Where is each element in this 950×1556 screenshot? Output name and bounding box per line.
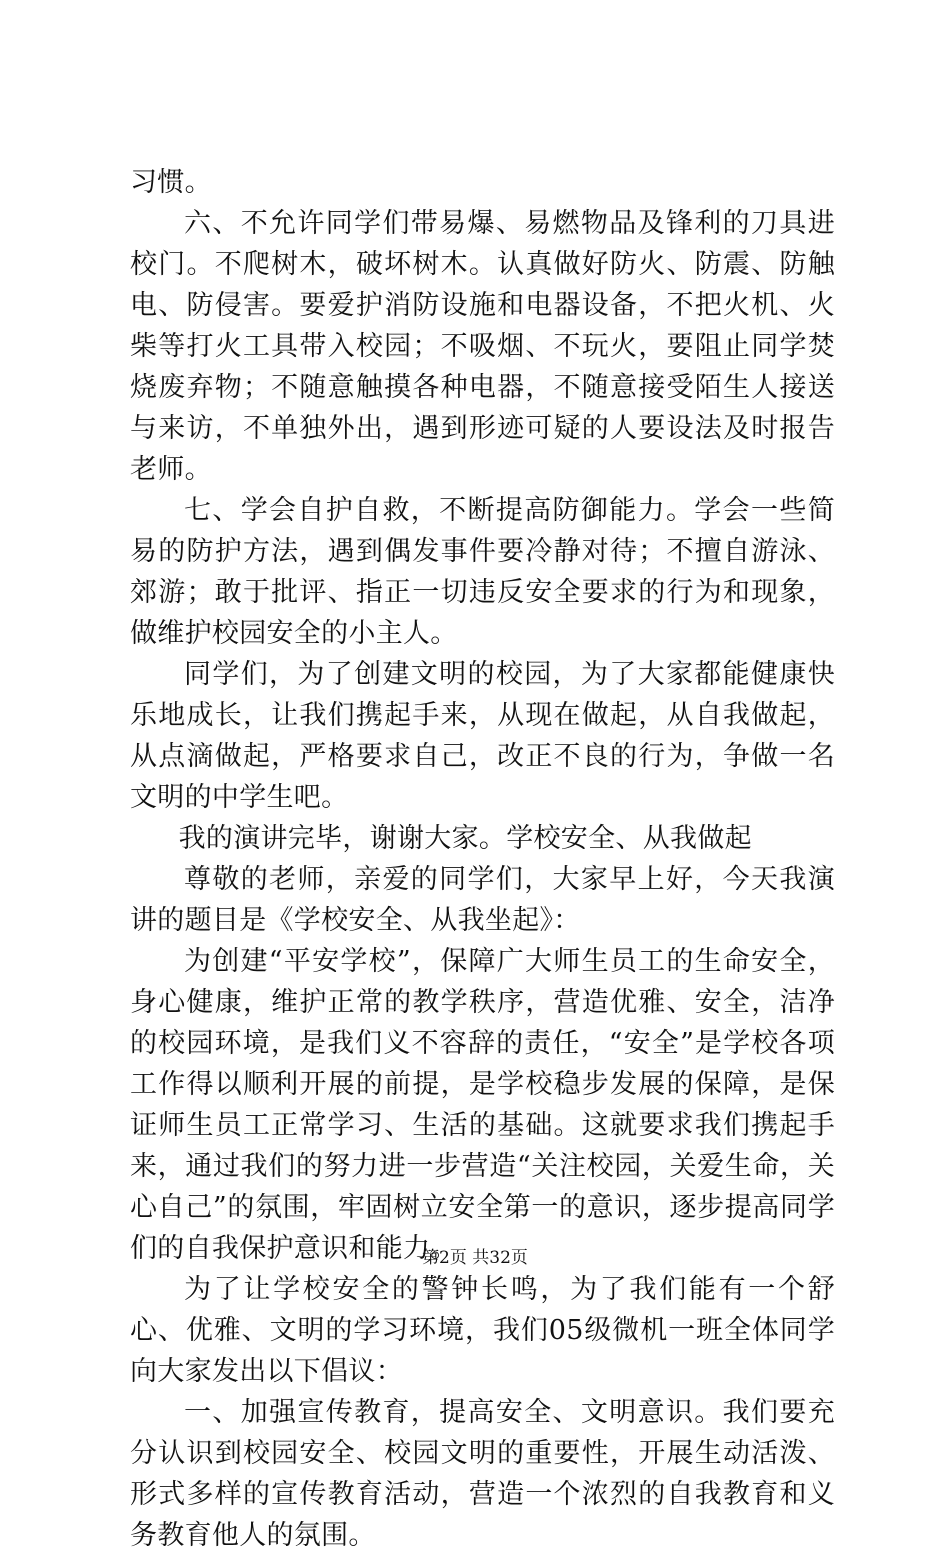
paragraph: 尊敬的老师，亲爱的同学们，大家早上好，今天我演讲的题目是《学校安全、从我坐起》： bbox=[130, 864, 835, 936]
paragraph: 同学们，为了创建文明的校园，为了大家都能健康快乐地成长，让我们携起手来，从现在做起，从自我做起，从点滴做起，严格要求自己，改正不良的行为，争做一名文明的中学生吧。 bbox=[130, 659, 835, 813]
paragraph: 为了让学校安全的警钟长鸣，为了我们能有一个舒心、优雅、文明的学习环境，我们05级微机一班全体同学向大家发出以下倡议： bbox=[130, 1274, 835, 1387]
paragraph: 一、加强宣传教育，提高安全、文明意识。我们要充分认识到校园安全、校园文明的重要性，开展生动活泼、形式多样的宣传教育活动，营造一个浓烈的自我教育和义务教育他人的氛围。 bbox=[130, 1397, 835, 1551]
paragraph: 为创建“平安学校”，保障广大师生员工的生命安全，身心健康，维护正常的教学秩序，营造优雅、安全，洁净的校园环境，是我们义不容辞的责任，“安全”是学校各项工作得以顺利开展的前提，是学校稳步发展的保障，是保证师生员工正常学习、生活的基础。这就要求我们携起手来，通过我们的努力进一步营造“关注校园，关爱生命，关心自己”的氛围，牢固树立安全第一的意识，逐步提高同学们的自我保护意识和能力。 bbox=[130, 946, 835, 1264]
paragraph: 我的演讲完毕，谢谢大家。学校安全、从我做起 bbox=[178, 823, 752, 854]
page-footer: 第2页 共32页 bbox=[422, 1248, 528, 1268]
paragraph: 六、不允许同学们带易爆、易燃物品及锋利的刀具进校门。不爬树木，破坏树木。认真做好防火、防震、防触电、防侵害。要爱护消防设施和电器设备，不把火机、火柴等打火工具带入校园；不吸烟、不玩火，要阻止同学焚烧废弃物；不随意触摸各种电器，不随意接受陌生人接送与来访，不单独外出，遇到形迹可疑的人要设法及时报告老师。 bbox=[130, 208, 835, 485]
paragraph: 习惯。 bbox=[130, 167, 212, 198]
document-body bbox=[130, 162, 835, 1556]
paragraph: 七、学会自护自救，不断提高防御能力。学会一些简易的防护方法，遇到偶发事件要冷静对待；不擅自游泳、郊游；敢于批评、指正一切违反安全要求的行为和现象，做维护校园安全的小主人。 bbox=[130, 495, 835, 649]
